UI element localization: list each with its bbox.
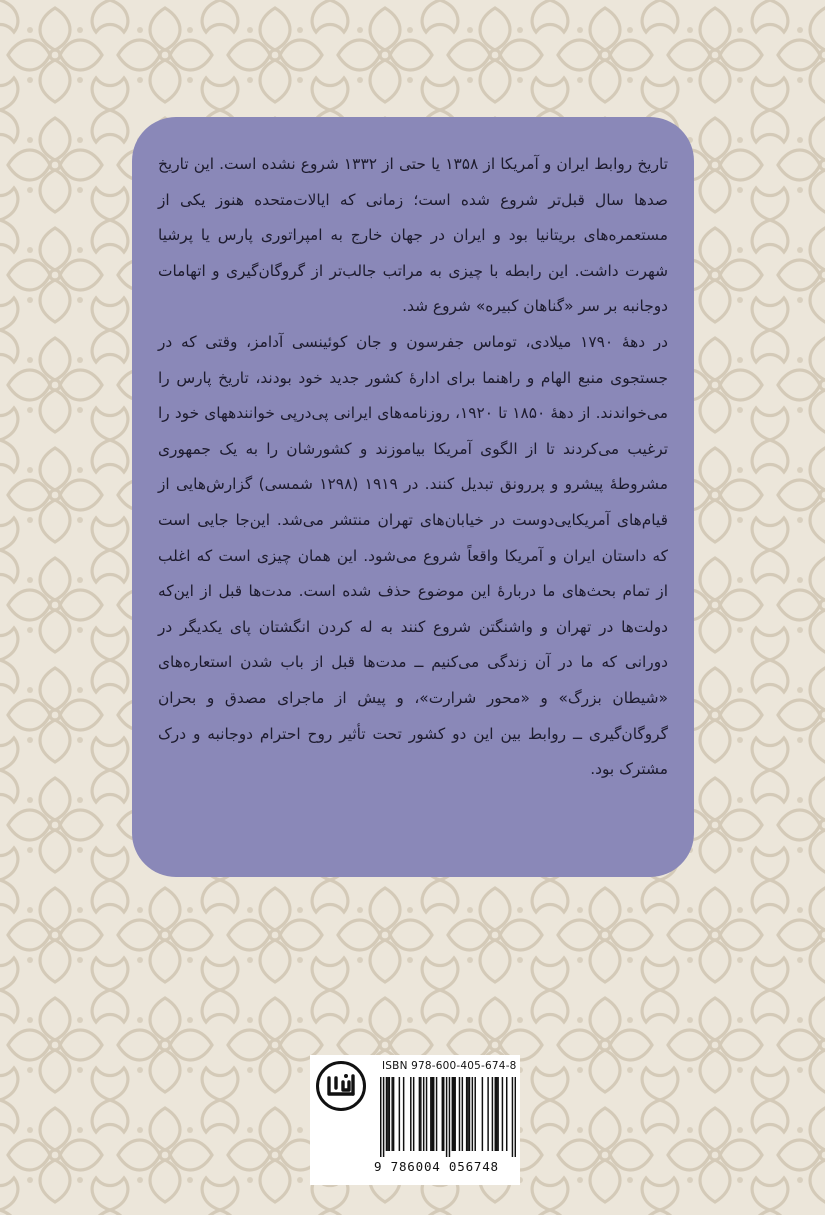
barcode xyxy=(380,1077,516,1157)
barcode-bar xyxy=(403,1077,404,1151)
barcode-bar xyxy=(466,1077,467,1151)
barcode-bar xyxy=(449,1077,450,1157)
blurb-paragraph-2: در دهۀ ۱۷۹۰ میلادی، توماس جفرسون و جان کوئینسی آدامز، وقتی که در جستجوی منبع الهام و راهنما برای ادارۀ کشور جدید خود بودند، تاریخ پارس را می‌خواندند. از دهۀ ۱۸۵۰ تا ۱۹۲۰، روزنامه‌های ایرانی پی‌درپی خوانندههای خود را ترغیب می‌کردند تا از الگوی آمریکا بیاموزند و کشورشان را به یک جمهوری مشروطۀ پیشرو و پررونق تبدیل کنند. در ۱۹۱۹ (۱۲۹۸ شمسی) گزارش‌هایی از قیام‌های آمریکایی‌دوست در خیابان‌های تهران منتشر می‌شد. این‌جا جایی است که داستان ایران و آمریکا واقعاً شروع می‌شود. این همان چیزی است که اغلب از تمام بحث‌های ما دربارۀ این موضوع حذف شده است. مدت‌ها قبل از این‌که دولت‌ها در تهران و واشنگتن شروع کنند به له کردن انگشتان پای یکدیگر در دورانی که ما در آن زندگی می‌کنیم ــ مدت‌ها قبل از باب شدن استعاره‌های «شیطان بزرگ» و «محور شرارت»، و پیش از ماجرای مصدق و بحران گروگان‌گیری ــ روابط بین این دو کشور تحت تأثیر روح احترام دوجانبه و درک مشترک بود. xyxy=(158,332,668,779)
barcode-bar xyxy=(386,1077,387,1151)
barcode-bar xyxy=(497,1077,498,1151)
barcode-bar xyxy=(419,1077,420,1151)
barcode-bar xyxy=(474,1077,475,1151)
barcode-bar xyxy=(452,1077,453,1151)
barcode-bar xyxy=(380,1077,381,1157)
barcode-bar xyxy=(426,1077,427,1151)
barcode-bar xyxy=(391,1077,392,1151)
barcode-bar xyxy=(430,1077,431,1151)
barcode-bar xyxy=(515,1077,516,1157)
barcode-bar xyxy=(492,1077,493,1151)
isbn-label: ISBN 978-600-405-674-8 xyxy=(382,1060,517,1072)
barcode-bar xyxy=(413,1077,414,1151)
publisher-logo xyxy=(316,1061,366,1111)
barcode-bar xyxy=(393,1077,394,1151)
barcode-bar xyxy=(383,1077,384,1157)
barcode-bar xyxy=(389,1077,390,1151)
barcode-digits: 9 786004 056748 xyxy=(374,1159,499,1174)
barcode-bar xyxy=(506,1077,507,1151)
barcode-bar xyxy=(436,1077,437,1151)
barcode-bar xyxy=(512,1077,513,1157)
barcode-bar xyxy=(487,1077,488,1151)
barcode-bar xyxy=(462,1077,463,1151)
barcode-bar xyxy=(432,1077,433,1151)
isbn-barcode-block xyxy=(310,1055,520,1185)
barcode-bar xyxy=(467,1077,468,1151)
barcode-bar xyxy=(433,1077,434,1151)
barcode-bar xyxy=(454,1077,455,1151)
barcode-bar xyxy=(443,1077,444,1151)
barcode-bar xyxy=(446,1077,447,1157)
barcode-bar xyxy=(495,1077,496,1151)
barcode-bar xyxy=(399,1077,400,1151)
blurb-panel xyxy=(132,117,694,877)
barcode-bar xyxy=(410,1077,411,1151)
barcode-bar xyxy=(469,1077,470,1151)
blurb-paragraph-1: تاریخ روابط ایران و آمریکا از ۱۳۵۸ یا حتی از ۱۳۳۲ شروع نشده است. این تاریخ صدها سال قبل‌تر شروع شده است؛ زمانی که ایالات‌متحده هنوز یکی از مستعمره‌های بریتانیا بود و ایران در جهان خارج به امپراتوری پارس یا پرشیا شهرت داشت. این رابطه با چیزی به مراتب جالب‌تر از گروگان‌گیری و اتهامات دوجانبه بر سر «گناهان کبیره» شروع شد. xyxy=(158,155,668,316)
barcode-bar xyxy=(496,1077,497,1151)
barcode-bar xyxy=(442,1077,443,1151)
barcode-bar xyxy=(387,1077,388,1151)
barcode-bar xyxy=(482,1077,483,1151)
barcode-bar xyxy=(420,1077,421,1151)
barcode-bar xyxy=(453,1077,454,1151)
barcode-bar xyxy=(472,1077,473,1151)
barcode-bar xyxy=(423,1077,424,1151)
barcode-bar xyxy=(502,1077,503,1151)
barcode-bar xyxy=(459,1077,460,1151)
